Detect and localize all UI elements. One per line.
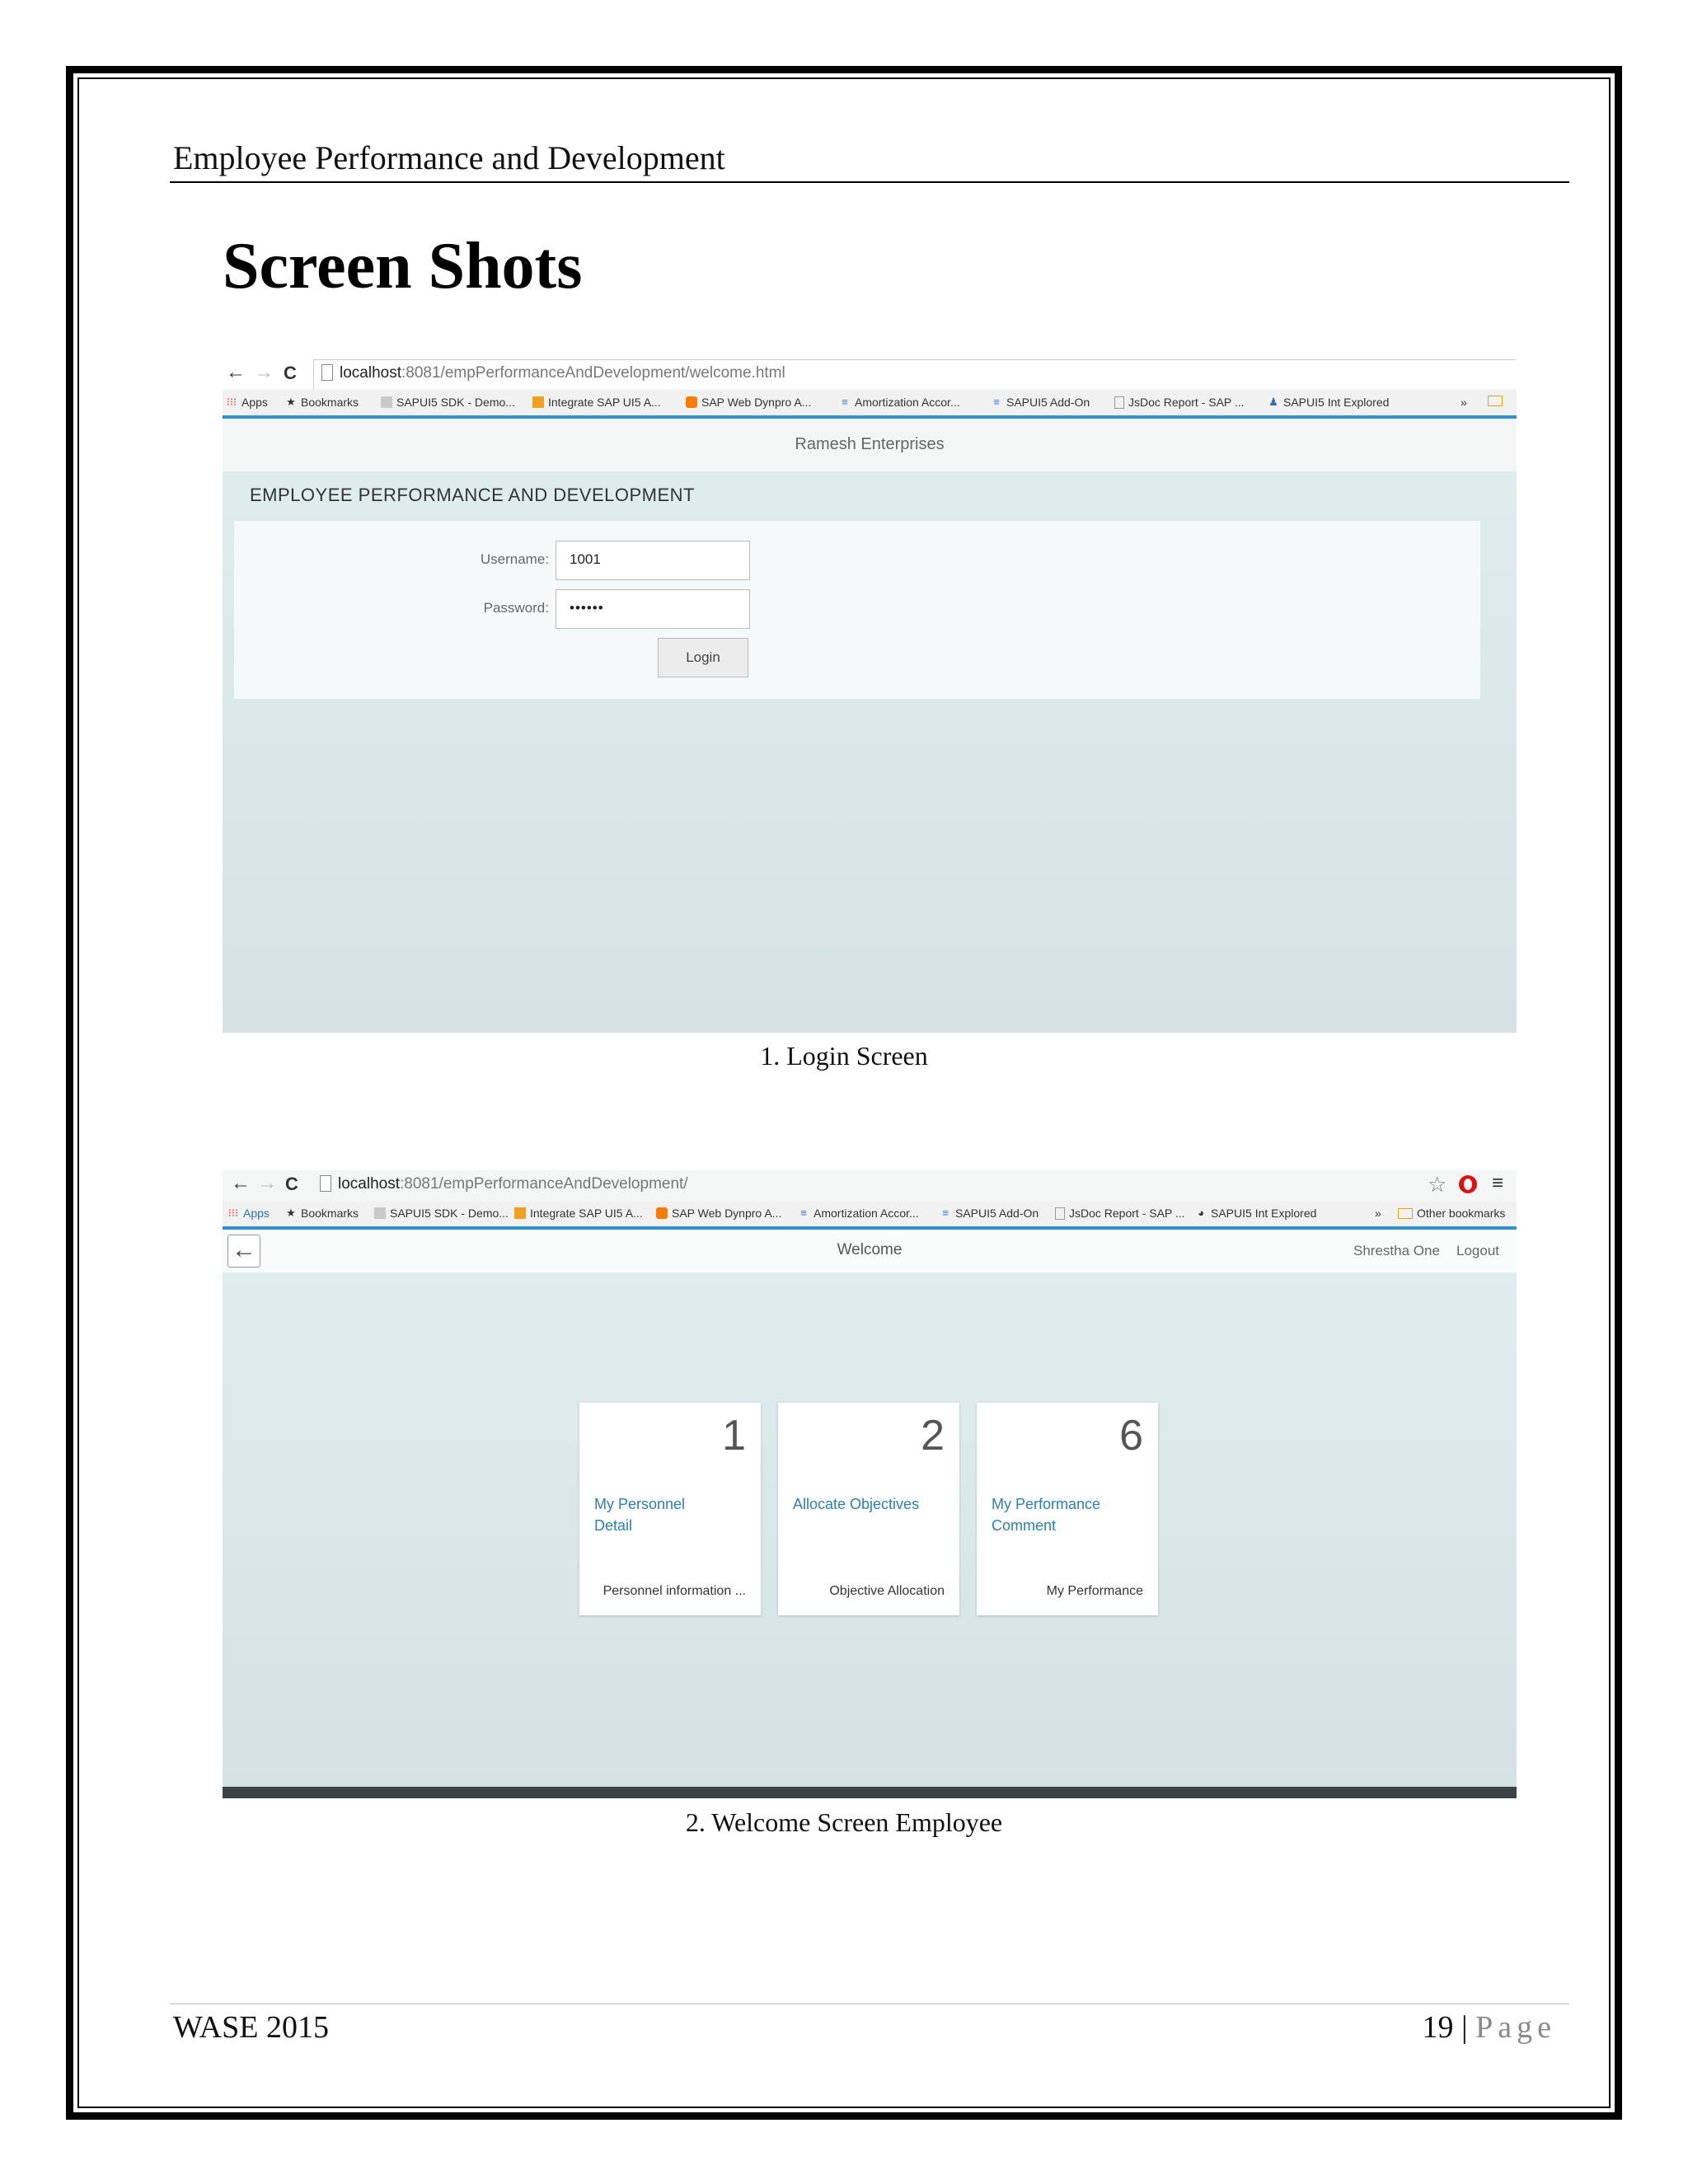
person-icon: ♟ <box>1268 396 1278 408</box>
bookmark-sapui5-sdk[interactable]: SAPUI5 SDK - Demo... <box>374 1207 509 1220</box>
password-label: Password: <box>483 600 549 616</box>
footer-bar <box>223 1787 1517 1798</box>
app-shell-bar <box>223 1230 1517 1272</box>
login-area <box>223 471 1517 1033</box>
section-title: Screen Shots <box>223 230 583 302</box>
tile-title: My Performance Comment <box>992 1496 1101 1534</box>
menu-icon[interactable]: ≡ <box>1492 1172 1504 1194</box>
bookmark-jsdoc[interactable]: JsDoc Report - SAP ... <box>1055 1207 1185 1220</box>
bookmark-overflow[interactable]: » <box>1461 396 1467 409</box>
username-label: Username: <box>480 551 549 567</box>
bookmark-sapui5-sdk[interactable]: SAPUI5 SDK - Demo... <box>381 396 515 409</box>
sap-icon <box>374 1207 386 1219</box>
page-icon <box>321 364 333 381</box>
bookmark-apps[interactable]: ⁝⁝⁝ Apps <box>226 396 268 409</box>
tile-footer: Personnel information ... <box>603 1584 746 1598</box>
username-input[interactable]: 1001 <box>556 541 750 580</box>
bookmark-sapui5-addon[interactable]: ≡ SAPUI5 Add-On <box>940 1207 1039 1220</box>
bookmark-integrate-sap[interactable]: Integrate SAP UI5 A... <box>532 396 661 409</box>
tile-footer: Objective Allocation <box>829 1584 945 1598</box>
bookmark-web-dynpro[interactable]: SAP Web Dynpro A... <box>686 396 811 409</box>
ibm-icon: ≡ <box>800 1207 807 1219</box>
sap-icon <box>381 396 392 408</box>
tile-title: Allocate Objectives <box>793 1496 920 1512</box>
bookmark-amortization[interactable]: ≡ Amortization Accor... <box>839 396 960 409</box>
bookmark-web-dynpro[interactable]: SAP Web Dynpro A... <box>656 1207 781 1220</box>
back-arrow-icon: ← <box>232 1236 256 1263</box>
bookmark-sapui5-int[interactable]: ◕ SAPUI5 Int Explored <box>1195 1207 1316 1220</box>
bookmark-amortization[interactable]: ≡ Amortization Accor... <box>798 1207 919 1220</box>
bookmark-sapui5-addon[interactable]: ≡ SAPUI5 Add-On <box>991 396 1090 409</box>
sdn-icon <box>532 396 544 408</box>
user-name[interactable]: Shrestha One <box>1353 1243 1440 1258</box>
page-separator: | <box>1461 2010 1468 2045</box>
tile-my-performance-comment[interactable] <box>977 1403 1158 1615</box>
apps-grid-icon: ⁝⁝⁝ <box>227 1207 239 1219</box>
shell-title: Welcome <box>837 1241 903 1258</box>
page-icon <box>1114 396 1124 409</box>
login-form <box>234 521 1480 699</box>
url-text[interactable]: localhost:8081/empPerformanceAndDevelopment/welcome.html <box>340 364 785 382</box>
toolbar-accent-line <box>223 415 1517 419</box>
star-icon: ★ <box>286 1207 296 1219</box>
bookmark-jsdoc[interactable]: JsDoc Report - SAP ... <box>1114 396 1245 409</box>
bookmark-bookmarks[interactable]: ★ Bookmarks <box>286 1207 359 1220</box>
reload-icon[interactable]: C <box>285 1174 298 1194</box>
explored-icon: ◕ <box>1198 1207 1204 1219</box>
bookmark-overflow[interactable]: » <box>1375 1207 1381 1220</box>
star-icon: ★ <box>286 396 296 408</box>
footer-left: WASE 2015 <box>173 2010 329 2045</box>
bookmarks-bar <box>223 1202 1517 1226</box>
sdn-icon <box>514 1207 526 1219</box>
url-text[interactable]: localhost:8081/empPerformanceAndDevelopment/ <box>338 1175 688 1193</box>
caption-welcome-screen: 2. Welcome Screen Employee <box>685 1807 1003 1837</box>
browser-url-bar <box>223 1170 1517 1200</box>
tile-count: 1 <box>722 1412 746 1460</box>
page-icon <box>1055 1207 1065 1220</box>
page-number-value: 19 <box>1422 2010 1454 2045</box>
bookmark-apps[interactable]: ⁝⁝⁝ Apps <box>227 1207 270 1220</box>
forward-icon[interactable]: → <box>254 361 274 383</box>
tile-my-personnel-detail[interactable] <box>579 1403 761 1615</box>
tile-count: 6 <box>1119 1412 1143 1460</box>
bookmark-sapui5-int[interactable]: ♟ SAPUI5 Int Explored <box>1268 396 1390 409</box>
folder-icon <box>1398 1208 1413 1219</box>
document-header: Employee Performance and Development <box>173 139 725 176</box>
login-screenshot <box>223 359 1517 1033</box>
apps-grid-icon: ⁝⁝⁝ <box>226 396 237 408</box>
blogger-icon <box>686 396 697 408</box>
bookmarks-bar <box>223 391 1517 415</box>
opera-icon[interactable] <box>1459 1175 1477 1193</box>
header-rule <box>170 181 1569 183</box>
logout-link[interactable]: Logout <box>1456 1243 1499 1258</box>
reload-icon[interactable]: C <box>284 363 297 383</box>
bookmark-folder[interactable] <box>1488 396 1503 406</box>
ibm-icon: ≡ <box>993 396 1000 408</box>
welcome-screenshot <box>223 1170 1517 1798</box>
app-title: EMPLOYEE PERFORMANCE AND DEVELOPMENT <box>250 485 695 505</box>
page-icon <box>320 1175 331 1192</box>
bookmark-integrate-sap[interactable]: Integrate SAP UI5 A... <box>514 1207 643 1220</box>
folder-icon <box>1488 396 1503 406</box>
back-icon[interactable]: ← <box>226 361 246 383</box>
page-label: Page <box>1475 2010 1556 2045</box>
browser-url-bar <box>223 359 1517 389</box>
tile-title: My Personnel Detail <box>594 1496 686 1534</box>
tile-footer: My Performance <box>1046 1584 1143 1598</box>
bookmark-star-icon[interactable]: ☆ <box>1428 1172 1447 1197</box>
bookmark-bookmarks[interactable]: ★ Bookmarks <box>286 396 359 409</box>
caption-login-screen: 1. Login Screen <box>760 1041 928 1071</box>
ibm-icon: ≡ <box>842 396 848 408</box>
tile-allocate-objectives[interactable] <box>778 1403 959 1615</box>
page-number <box>1423 2009 1556 2046</box>
back-icon[interactable]: ← <box>231 1172 251 1194</box>
login-button[interactable]: Login <box>658 638 748 677</box>
ibm-icon: ≡ <box>942 1207 949 1219</box>
tile-count: 2 <box>921 1412 945 1460</box>
bookmark-other[interactable]: Other bookmarks <box>1398 1207 1505 1220</box>
company-name: Ramesh Enterprises <box>795 435 945 453</box>
forward-icon[interactable]: → <box>257 1172 277 1194</box>
password-input[interactable]: •••••• <box>556 589 750 629</box>
blogger-icon <box>656 1207 668 1219</box>
